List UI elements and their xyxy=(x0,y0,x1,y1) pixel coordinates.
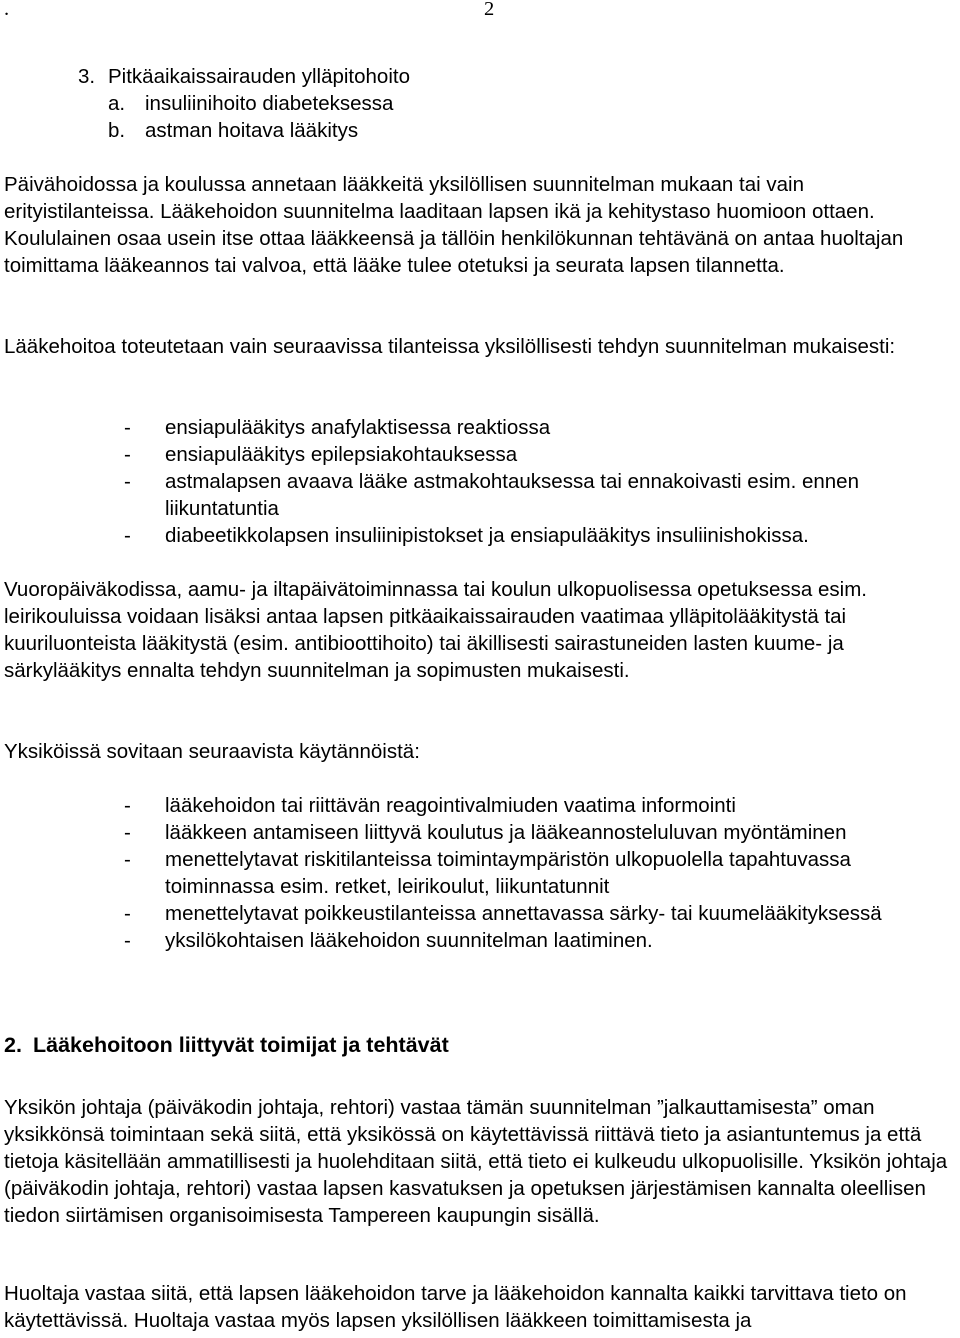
list-item-text: lääkkeen antamiseen liittyvä koulutus ja lääkeannosteluluvan myöntäminen xyxy=(165,821,847,844)
list-dash: - xyxy=(124,416,131,439)
outline-marker: a. xyxy=(108,92,126,115)
list-dash: - xyxy=(124,848,131,871)
paragraph-shift-daycare: Vuoropäiväkodissa, aamu- ja iltapäivätoiminnassa tai koulun ulkopuolisessa opetuksessa esim. leirikouluissa voidaan lisäksi antaa lapsen pitkäaikaissairauden vaatimaa ylläpitolääkitystä tai kuuriluonteista lääkitystä (esim. antibioottihoito) tai äkillisesti sairastuneiden lasten kuume- ja särkylääkitys ennalta tehdyn suunnitelman ja sopimusten mukaisesti. xyxy=(4,578,867,682)
list-item-text: diabeetikkolapsen insuliinipistokset ja ensiapulääkitys insuliinishokissa. xyxy=(165,524,809,547)
practices-list xyxy=(0,792,960,954)
list-item xyxy=(0,468,925,522)
outline-text: Pitkäaikaissairauden ylläpitohoito xyxy=(108,65,410,88)
list-item-text: ensiapulääkitys epilepsiakohtauksessa xyxy=(165,443,518,466)
header-mark: . xyxy=(4,0,10,20)
list-item-text: ensiapulääkitys anafylaktisessa reaktiossa xyxy=(165,416,551,439)
list-item xyxy=(0,414,925,441)
outline-text: astman hoitava lääkitys xyxy=(145,119,359,142)
list-item xyxy=(0,819,925,846)
outline-text: insuliinihoito diabeteksessa xyxy=(145,92,394,115)
list-item xyxy=(0,441,925,468)
list-dash: - xyxy=(124,443,131,466)
list-item xyxy=(0,900,925,927)
list-item-text: yksilökohtaisen lääkehoidon suunnitelman laatiminen. xyxy=(165,929,653,952)
outline-marker: 3. xyxy=(78,65,96,88)
section-heading xyxy=(4,1032,449,1059)
page-number: 2 xyxy=(484,0,495,20)
list-item xyxy=(0,927,925,954)
outline-marker: b. xyxy=(108,119,126,142)
section-title: Lääkehoitoon liittyvät toimijat ja tehtävät xyxy=(33,1033,449,1057)
paragraph-unit-director: Yksikön johtaja (päiväkodin johtaja, rehtori) vastaa tämän suunnitelman ”jalkauttamisesta” oman yksikkönsä toimintaan sekä siitä, että yksikössä on käytettävissä riittävä tieto ja asiantuntemus ja että tietoja käsitellään ammatillisesti ja huolehditaan siitä, että tieto ei kulkeudu ulkopuolisille. Yksikön johtaja (päiväkodin johtaja, rehtori) vastaa lapsen kasvatuksen ja opetuksen järjestämisen kannalta oleellisen tiedon siirtämisen organisoimisesta Tampereen kaupungin sisällä. xyxy=(4,1096,948,1227)
list-item xyxy=(0,846,925,900)
paragraph-situations-intro: Lääkehoitoa toteutetaan vain seuraavissa tilanteissa yksilöllisesti tehdyn suunnitelman mukaisesti: xyxy=(4,335,896,358)
list-dash: - xyxy=(124,794,131,817)
situations-list xyxy=(0,414,960,549)
list-item xyxy=(0,522,925,549)
list-item xyxy=(0,792,925,819)
list-item-text: menettelytavat riskitilanteissa toimintaympäristön ulkopuolella tapahtuvassa toiminnassa esim. retket, leirikoulut, liikuntatunnit xyxy=(165,848,851,898)
list-dash: - xyxy=(124,902,131,925)
paragraph-practices-intro: Yksiköissä sovitaan seuraavista käytännöistä: xyxy=(4,740,420,763)
paragraph-medication-in-daycare: Päivähoidossa ja koulussa annetaan lääkkeitä yksilöllisen suunnitelman mukaan tai vain erityistilanteissa. Lääkehoidon suunnitelma laaditaan lapsen ikä ja kehitystaso huomioon ottaen. Koululainen osaa usein itse ottaa lääkkeensä ja tällöin henkilökunnan tehtävänä on antaa huoltajan toimittama lääkeannos tai valvoa, että lääke tulee otetuksi ja seurata lapsen tilannetta. xyxy=(4,173,904,277)
list-dash: - xyxy=(124,524,131,547)
list-dash: - xyxy=(124,929,131,952)
list-item-text: astmalapsen avaava lääke astmakohtauksessa tai ennakoivasti esim. ennen liikuntatuntia xyxy=(165,470,859,520)
list-item-text: lääkehoidon tai riittävän reagointivalmiuden vaatima informointi xyxy=(165,794,736,817)
list-dash: - xyxy=(124,821,131,844)
section-number: 2. xyxy=(4,1033,22,1057)
paragraph-guardian: Huoltaja vastaa siitä, että lapsen lääkehoidon tarve ja lääkehoidon kannalta kaikki tarvittava tieto on käytettävissä. Huoltaja vastaa myös lapsen yksilöllisen lääkkeen toimittamisesta ja xyxy=(4,1282,907,1332)
list-dash: - xyxy=(124,470,131,493)
list-item-text: menettelytavat poikkeustilanteissa annettavassa särky- tai kuumelääkityksessä xyxy=(165,902,882,925)
